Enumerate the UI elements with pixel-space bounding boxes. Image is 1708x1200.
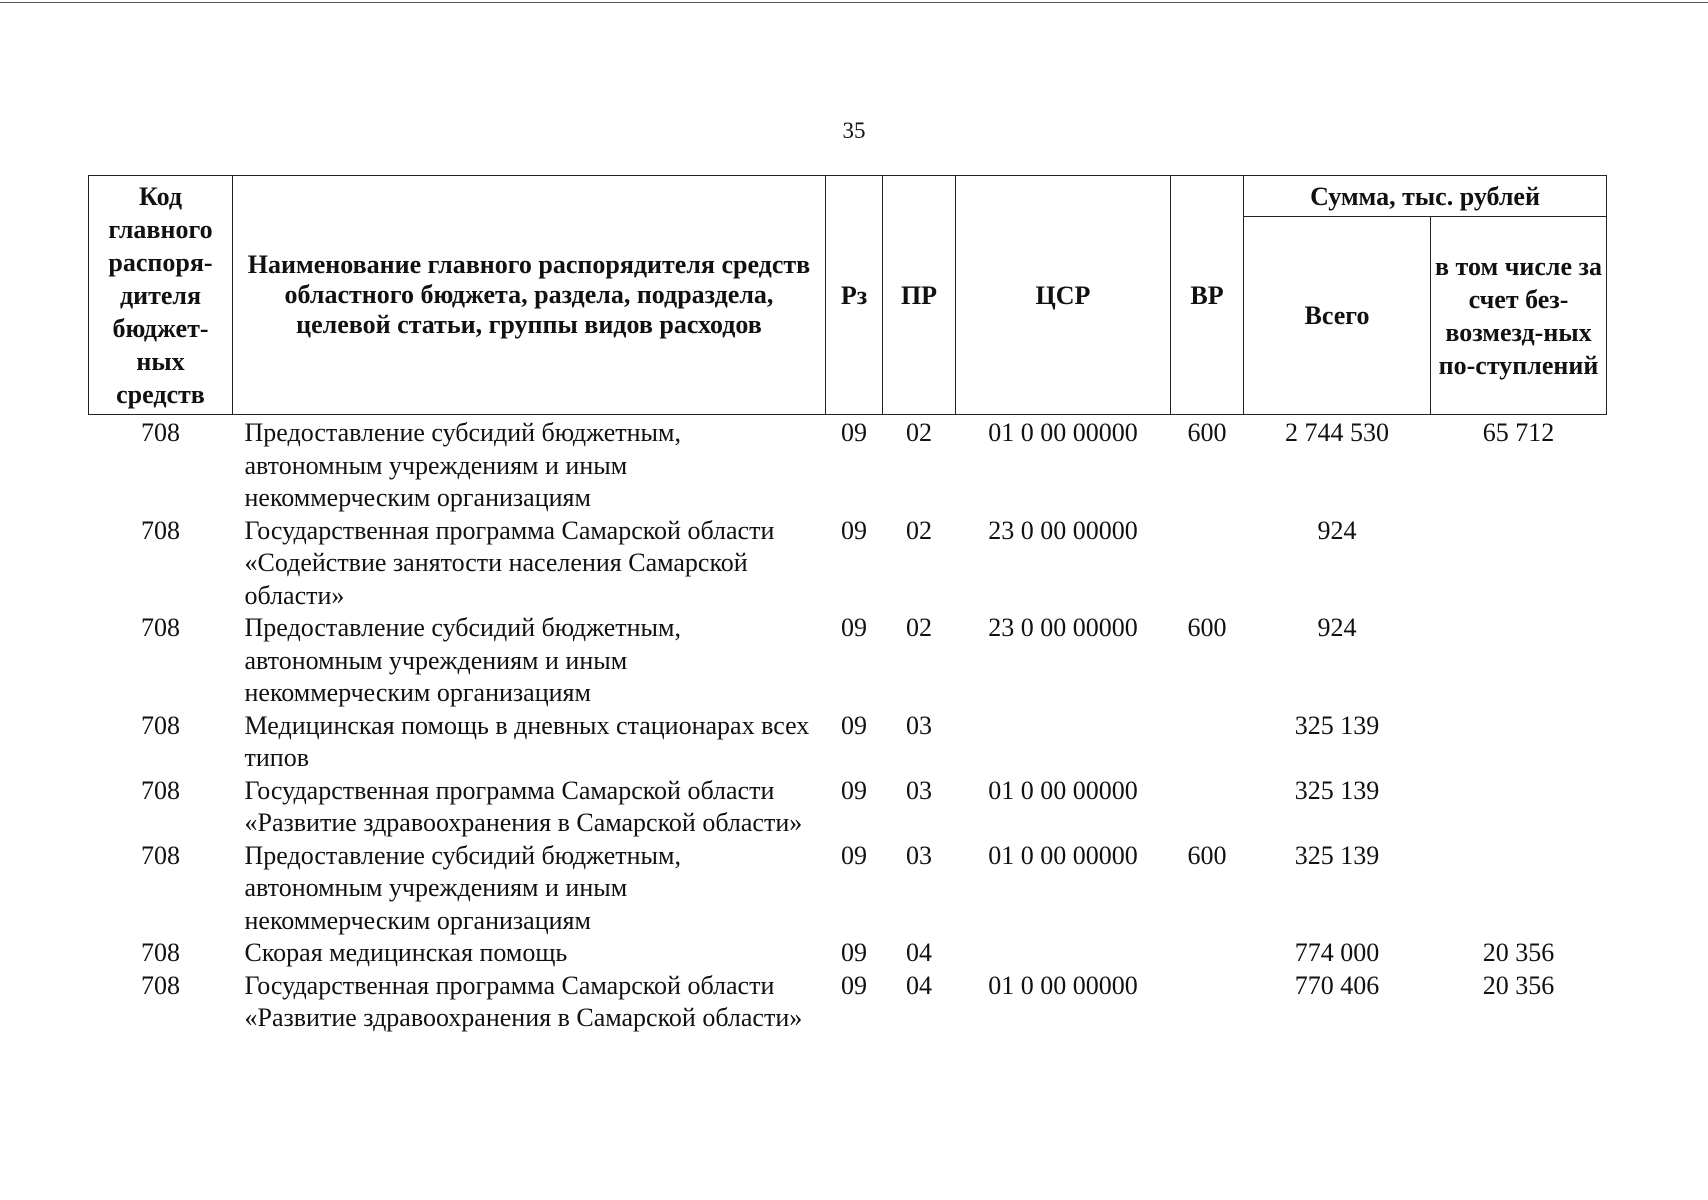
cell-csr: 01 0 00 00000: [988, 970, 1138, 1000]
cell-code: 708: [141, 970, 180, 1000]
top-rule: [0, 2, 1708, 3]
cell-total: 774 000: [1294, 938, 1380, 967]
table-row: [89, 970, 1607, 1035]
header-total: Всего: [1244, 217, 1431, 415]
cell-code: 708: [141, 515, 180, 545]
cell-name: Государственная программа Самарской области «Содействие занятости населения Самарской области»: [244, 515, 775, 610]
cell-csr: 01 0 00 00000: [988, 840, 1138, 870]
table-row: [89, 515, 1607, 613]
table-row: [89, 415, 1607, 515]
cell-vr: 600: [1187, 840, 1227, 870]
cell-csr: 01 0 00 00000: [988, 775, 1138, 805]
cell-name: Государственная программа Самарской области «Развитие здравоохранения в Самарской области»: [244, 970, 803, 1032]
cell-grants: 20 356: [1482, 938, 1555, 967]
cell-vr: [1171, 515, 1244, 613]
cell-name: Скорая медицинская помощь: [244, 938, 568, 967]
cell-grants: [1431, 840, 1607, 938]
cell-code: 708: [141, 840, 180, 870]
cell-rz: 09: [841, 710, 867, 740]
cell-pr: 03: [906, 840, 932, 870]
cell-pr: 03: [906, 775, 932, 805]
cell-vr: [1171, 775, 1244, 840]
table-row: [89, 937, 1607, 970]
cell-grants: [1431, 515, 1607, 613]
cell-code: 708: [141, 418, 180, 447]
table-row: [89, 775, 1607, 840]
table-row: [89, 612, 1607, 710]
cell-rz: 09: [841, 418, 867, 447]
cell-name: Государственная программа Самарской области «Развитие здравоохранения в Самарской области»: [244, 775, 803, 837]
cell-vr: [1171, 710, 1244, 775]
cell-grants: [1431, 710, 1607, 775]
cell-pr: 04: [906, 970, 932, 1000]
cell-name: Предоставление субсидий бюджетным, автономным учреждениям и иным некоммерческим организациям: [244, 418, 681, 512]
cell-code: 708: [141, 938, 180, 967]
cell-vr: 600: [1187, 418, 1227, 447]
table-header: [89, 176, 1607, 415]
cell-total: 325 139: [1294, 775, 1380, 805]
header-sum: Сумма, тыс. рублей: [1244, 176, 1607, 217]
cell-csr: 23 0 00 00000: [988, 613, 1138, 642]
cell-code: 708: [141, 613, 180, 642]
cell-csr: [956, 937, 1171, 970]
header-name: Наименование главного распорядителя средств областного бюджета, раздела, подраздела, целевой статьи, группы видов расходов: [233, 176, 826, 415]
table-row: [89, 840, 1607, 938]
cell-rz: 09: [841, 938, 867, 967]
cell-code: 708: [141, 775, 180, 805]
cell-rz: 09: [841, 970, 867, 1000]
cell-total: 770 406: [1294, 970, 1380, 1000]
header-csr: ЦСР: [956, 176, 1171, 415]
cell-vr: [1171, 970, 1244, 1035]
cell-total: 924: [1317, 515, 1357, 545]
cell-grants: [1431, 775, 1607, 840]
cell-pr: 03: [906, 710, 932, 740]
cell-pr: 02: [906, 613, 932, 642]
cell-rz: 09: [841, 775, 867, 805]
cell-csr: 01 0 00 00000: [988, 418, 1138, 447]
cell-name: Медицинская помощь в дневных стационарах всех типов: [244, 710, 810, 772]
cell-name: Предоставление субсидий бюджетным, автономным учреждениям и иным некоммерческим организациям: [244, 613, 681, 707]
header-grants: в том числе за счет без-возмезд-ных по-ступлений: [1431, 217, 1607, 415]
table-body: [89, 415, 1607, 1035]
budget-table: [88, 175, 1607, 1035]
cell-total: 2 744 530: [1285, 418, 1389, 447]
cell-pr: 02: [906, 418, 932, 447]
header-vr: ВР: [1171, 176, 1244, 415]
cell-pr: 02: [906, 515, 932, 545]
cell-grants: 20 356: [1482, 970, 1555, 1000]
cell-rz: 09: [841, 840, 867, 870]
cell-total: 924: [1317, 613, 1357, 642]
cell-vr: [1171, 937, 1244, 970]
cell-csr: 23 0 00 00000: [988, 515, 1138, 545]
page-number: 35: [842, 118, 866, 143]
cell-grants: 65 712: [1482, 418, 1555, 447]
cell-total: 325 139: [1294, 710, 1380, 740]
header-rz: Рз: [826, 176, 883, 415]
cell-csr: [956, 710, 1171, 775]
cell-grants: [1431, 612, 1607, 710]
header-pr: ПР: [883, 176, 956, 415]
header-code: Код главного распоря-дителя бюджет-ных средств: [89, 176, 233, 415]
cell-vr: 600: [1187, 613, 1227, 642]
cell-rz: 09: [841, 515, 867, 545]
cell-name: Предоставление субсидий бюджетным, автономным учреждениям и иным некоммерческим организациям: [244, 840, 681, 935]
table-row: [89, 710, 1607, 775]
cell-pr: 04: [906, 938, 932, 967]
cell-rz: 09: [841, 613, 867, 642]
cell-total: 325 139: [1294, 840, 1380, 870]
cell-code: 708: [141, 710, 180, 740]
